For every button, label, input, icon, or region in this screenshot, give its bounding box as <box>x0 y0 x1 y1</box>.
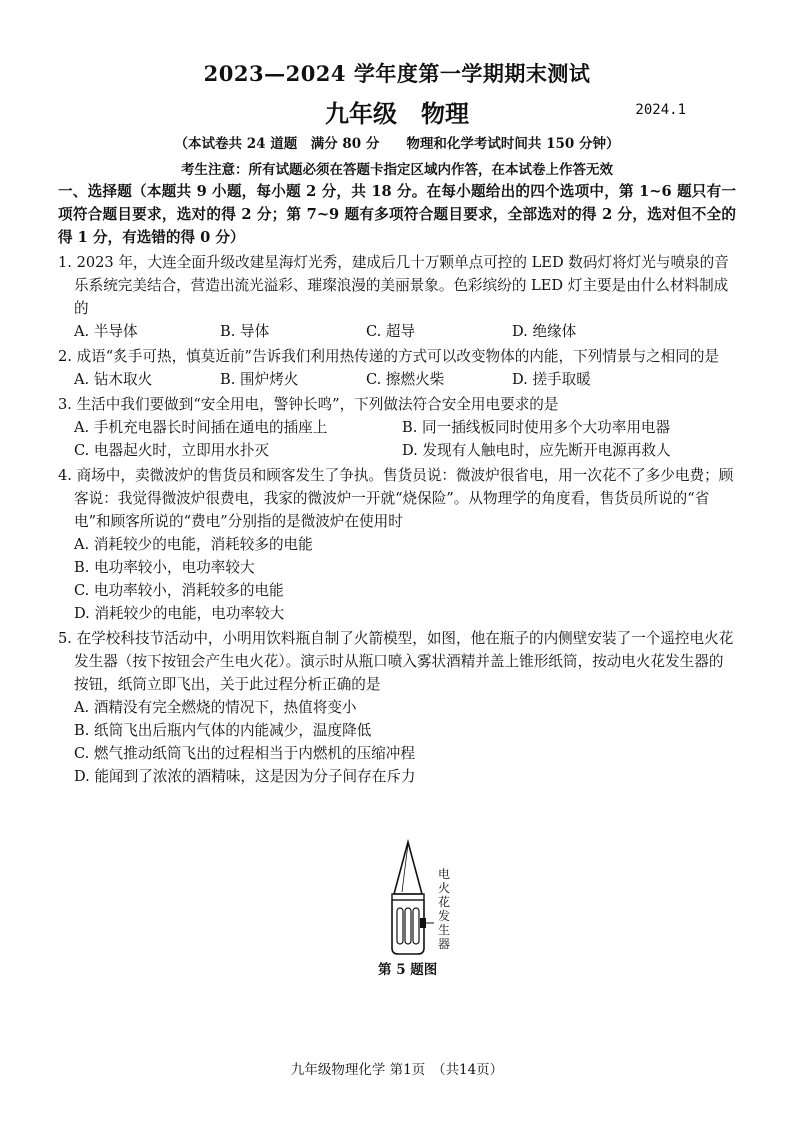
options-row <box>58 368 736 391</box>
question-stem: 5. 在学校科技节活动中，小明用饮料瓶自制了火箭模型，如图，他在瓶子的内侧壁安装了一个遥控电火花发生器（按下按钮会产生电火花）。演示时从瓶口喷入雾状酒精并盖上锥形纸筒，按动电火花发生器的按钮，纸筒立即飞出，关于此过程分析正确的是 <box>58 630 734 693</box>
bottle-groove-middle <box>405 908 411 944</box>
option-b: B. 围炉烤火 <box>220 371 299 388</box>
figure-label-char: 生 <box>438 923 451 937</box>
exam-notice: 考生注意：所有试题必须在答题卡指定区域内作答，在本试卷上作答无效 <box>181 162 613 178</box>
question-stem: 2. 成语“炙手可热，慎莫近前”告诉我们利用热传递的方式可以改变物体的内能，下列情景与之相同的是 <box>58 348 720 365</box>
figure-label-char: 器 <box>438 937 451 951</box>
question-stem: 1. 2023 年，大连全面升级改建星海灯光秀，建成后几十万颗单点可控的 LED 数码灯将灯光与喷泉的音乐系统完美结合，营造出流光溢彩、璀璨浪漫的美丽景象。色彩缤纷的 LED 灯主要是由什么材料制成的 <box>58 254 729 317</box>
figure-label <box>438 866 454 951</box>
figure-label-char: 电 <box>438 867 451 881</box>
option-c: C. 擦燃火柴 <box>366 371 445 388</box>
subtitle-row <box>58 94 736 128</box>
rocket-model-figure <box>370 838 480 978</box>
bottle-groove-right <box>413 908 419 944</box>
option-a: A. 半导体 <box>74 323 138 340</box>
option-b: B. 同一插线板同时使用多个大功率用电器 <box>402 419 671 436</box>
option-c: C. 电功率较小，消耗较多的电能 <box>74 582 284 599</box>
paper-cone <box>394 842 422 894</box>
option-d: D. 发现有人触电时，应先断开电源再救人 <box>402 442 671 459</box>
bottle-cap-ring <box>392 894 424 900</box>
question-stem: 3. 生活中我们要做到“安全用电，警钟长鸣”，下列做法符合安全用电要求的是 <box>58 396 559 413</box>
question-5 <box>58 627 736 788</box>
exam-date: 2024.1 <box>635 102 686 118</box>
option-b: B. 电功率较小，电功率较大 <box>74 559 255 576</box>
options-grid <box>58 416 736 462</box>
option-c: C. 燃气推动纸筒飞出的过程相当于内燃机的压缩冲程 <box>74 745 415 762</box>
figure-label-char: 花 <box>438 895 451 909</box>
question-3 <box>58 393 736 462</box>
question-stem: 4. 商场中，卖微波炉的售货员和顾客发生了争执。售货员说：微波炉很省电，用一次花不了多少电费；顾客说：我觉得微波炉很费电，我家的微波炉一开就“烧保险”。从物理学的角度看，售货员所说的“省电”和顾客所说的“费电”分别指的是微波炉在使用时 <box>58 467 734 530</box>
spark-generator <box>420 918 426 928</box>
question-4 <box>58 464 736 625</box>
option-a: A. 酒精没有完全燃烧的情况下，热值将变小 <box>74 699 357 716</box>
options-row <box>58 320 736 343</box>
option-b: B. 纸筒飞出后瓶内气体的内能减少，温度降低 <box>74 722 372 739</box>
option-a: A. 手机充电器长时间插在通电的插座上 <box>74 419 328 436</box>
option-b: B. 导体 <box>220 323 270 340</box>
page-footer: 九年级物理化学 第1页 （共14页） <box>290 1062 504 1078</box>
bottle-groove-left <box>397 908 403 944</box>
figure-caption: 第 5 题图 <box>378 962 438 978</box>
figure-label-char: 火 <box>438 881 451 895</box>
option-d: D. 搓手取暖 <box>512 371 591 388</box>
exam-meta: （本试卷共 24 道题 满分 80 分 物理和化学考试时间共 150 分钟） <box>174 136 620 152</box>
figure-label-char: 发 <box>438 909 451 923</box>
option-c: C. 超导 <box>366 323 416 340</box>
option-d: D. 消耗较少的电能，电功率较大 <box>74 605 285 622</box>
option-a: A. 钻木取火 <box>74 371 153 388</box>
section-heading: 一、选择题（本题共 9 小题，每小题 2 分，共 18 分。在每小题给出的四个选项中，第 1~6 题只有一项符合题目要求，选对的得 2 分；第 7~9 题有多项符合题目要求，全部选对的得 2 分，选对但不全的得 1 分，有选错的得 0 分） <box>58 183 736 246</box>
question-2 <box>58 345 736 391</box>
option-d: D. 绝缘体 <box>512 323 577 340</box>
exam-title: 2023—2024 学年度第一学期期末测试 <box>203 61 591 86</box>
option-c: C. 电器起火时，立即用水扑灭 <box>74 442 270 459</box>
question-1 <box>58 251 736 343</box>
option-a: A. 消耗较少的电能，消耗较多的电能 <box>74 536 313 553</box>
option-d: D. 能闻到了浓浓的酒精味，这是因为分子间存在斥力 <box>74 768 416 785</box>
exam-subtitle: 九年级 物理 <box>325 99 469 128</box>
